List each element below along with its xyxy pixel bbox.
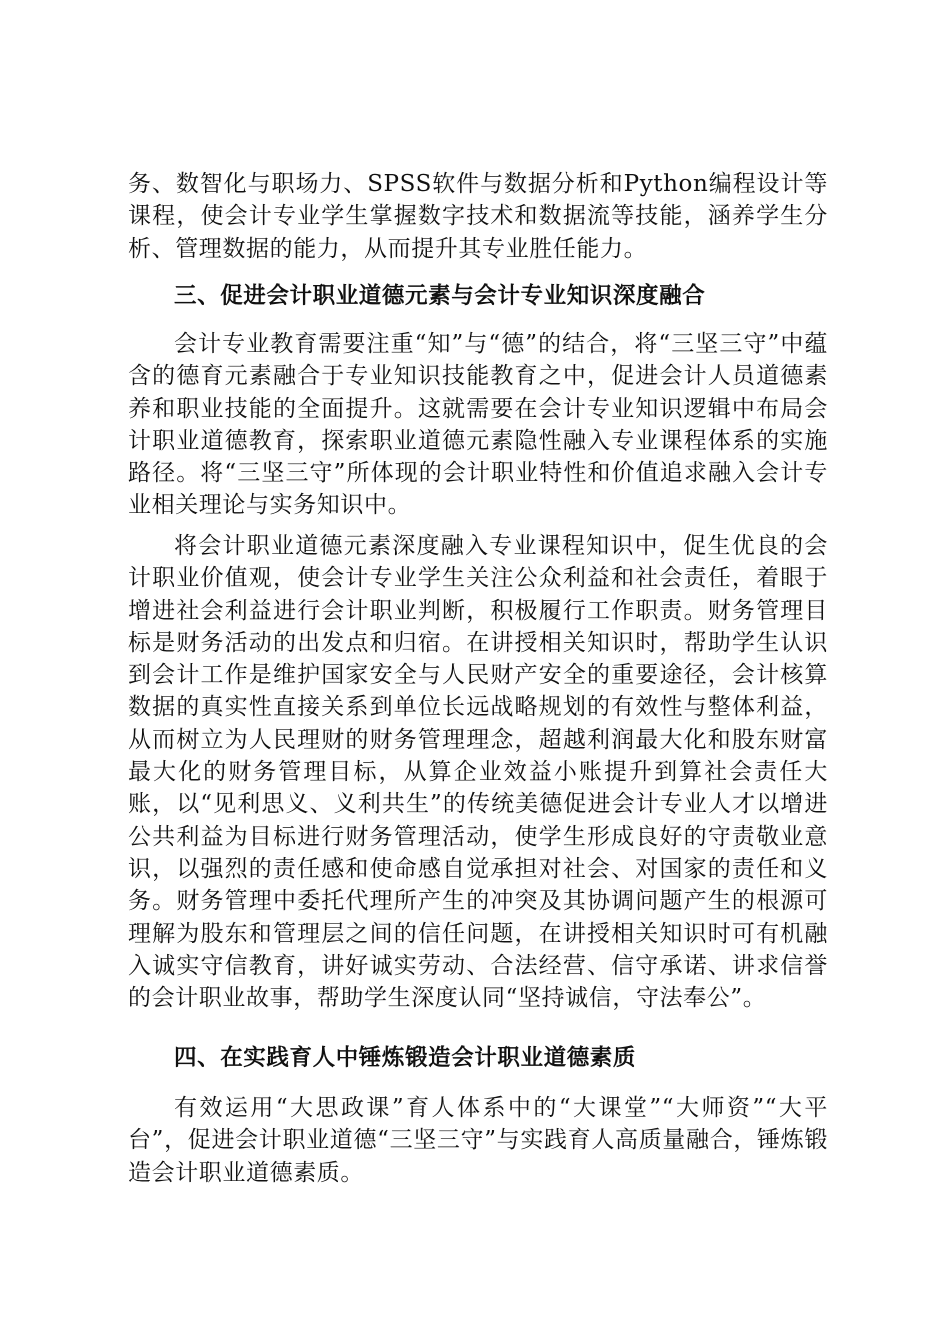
- paragraph-practice-education: 有效运用“大思政课”育人体系中的“大课堂”“大师资”“大平台”，促进会计职业道德“三坚三守”与实践育人高质量融合，锤炼锻造会计职业道德素质。: [128, 1095, 828, 1186]
- section-heading-4: 四、在实践育人中锤炼锻造会计职业道德素质: [174, 1045, 637, 1071]
- section-heading-3: 三、促进会计职业道德元素与会计专业知识深度融合: [174, 283, 706, 309]
- paragraph-course-list: 务、数智化与职场力、SPSS软件与数据分析和Python编程设计等课程，使会计专业学生掌握数字技术和数据流等技能，涵养学生分析、管理数据的能力，从而提升其专业胜任能力。: [128, 171, 828, 262]
- paragraph-ethics-integration: 将会计职业道德元素深度融入专业课程知识中，促生优良的会计职业价值观，使会计专业学生关注公众利益和社会责任，着眼于增进社会利益进行会计职业判断，积极履行工作职责。财务管理目标是财务活动的出发点和归宿。在讲授相关知识时，帮助学生认识到会计工作是维护国家安全与人民财产安全的重要途径，会计核算数据的真实性直接关系到单位长远战略规划的有效性与整体利益，从而树立为人民理财的财务管理理念，超越利润最大化和股东财富最大化的财务管理目标，从算企业效益小账提升到算社会责任大账，以“见利思义、义利共生”的传统美德促进会计专业人才以增进公共利益为目标进行财务管理活动，使学生形成良好的守责敬业意识，以强烈的责任感和使命感自觉承担对社会、对国家的责任和义务。财务管理中委托代理所产生的冲突及其协调问题产生的根源可理解为股东和管理层之间的信任问题，在讲授相关知识时可有机融入诚实守信教育，讲好诚实劳动、合法经营、信守承诺、讲求信誉的会计职业故事，帮助学生深度认同“坚持诚信，守法奉公”。: [128, 533, 828, 1012]
- paragraph-knowledge-virtue: 会计专业教育需要注重“知”与“德”的结合，将“三坚三守”中蕴含的德育元素融合于专业知识技能教育之中，促进会计人员道德素养和职业技能的全面提升。这就需要在会计专业知识逻辑中布局会计职业道德教育，探索职业道德元素隐性融入专业课程体系的实施路径。将“三坚三守”所体现的会计职业特性和价值追求融入会计专业相关理论与实务知识中。: [128, 331, 828, 519]
